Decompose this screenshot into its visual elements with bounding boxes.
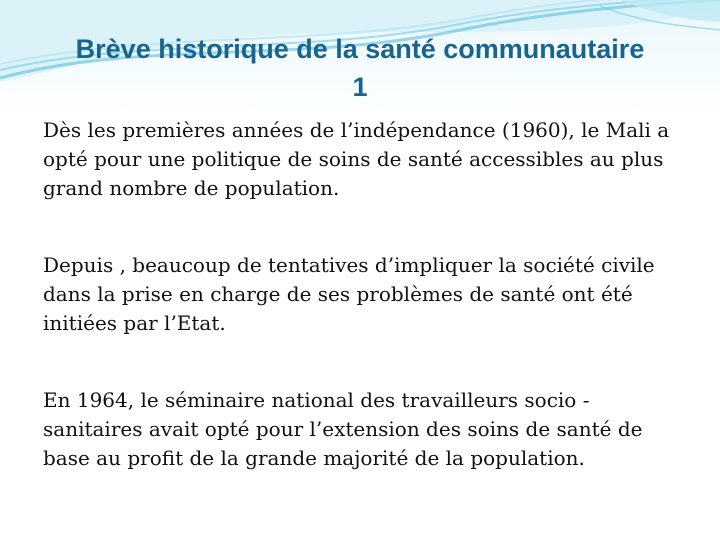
slide-title-line-2: 1 [352, 72, 368, 102]
slide-title-line-1: Brève historique de la santé communautaire [75, 34, 645, 64]
slide-title [20, 30, 700, 106]
paragraph-independence: Dès les premières années de l’indépendance (1960), le Mali a opté pour une politique de soins de santé accessibles au plus grand nombre de population. [43, 118, 670, 200]
paragraph-seminar-1964: En 1964, le séminaire national des travailleurs socio - sanitaires avait opté pour l’extension des soins de santé de base au profit de la grande majorité de la population. [43, 388, 643, 470]
paragraph-civil-society: Depuis , beaucoup de tentatives d’impliquer la société civile dans la prise en charge de ses problèmes de santé ont été initiées par l’Etat. [43, 253, 655, 335]
slide-body [43, 116, 693, 521]
